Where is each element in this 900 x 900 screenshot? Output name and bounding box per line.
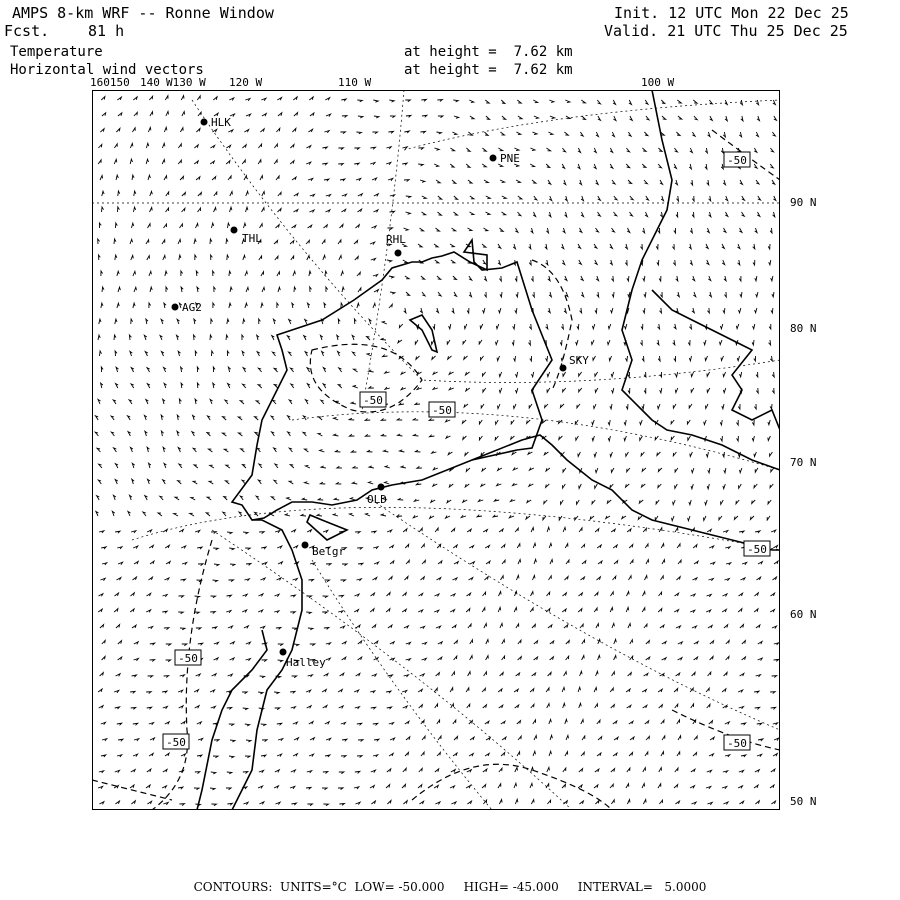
map-panel xyxy=(92,90,780,810)
svg-text:-50: -50 xyxy=(178,652,198,665)
contour-label xyxy=(175,650,201,665)
contour-label xyxy=(360,392,386,407)
lat-label: 90 N xyxy=(790,196,817,209)
lat-label: 70 N xyxy=(790,456,817,469)
svg-text:-50: -50 xyxy=(727,154,747,167)
svg-text:HLK: HLK xyxy=(211,116,231,129)
lon-label: 120 W xyxy=(229,76,263,89)
svg-text:OLD: OLD xyxy=(367,493,387,506)
forecast-label: Fcst. xyxy=(4,22,50,40)
lat-label: 50 N xyxy=(790,795,817,808)
contour-label xyxy=(744,541,770,556)
lon-label: 160150 xyxy=(90,76,130,89)
svg-text:SKY: SKY xyxy=(569,354,589,367)
svg-text:PNE: PNE xyxy=(500,152,520,165)
field-label-wind: Horizontal wind vectors xyxy=(10,62,204,78)
contour-info: CONTOURS: UNITS=°C LOW= -50.000 HIGH= -45.000 INTERVAL= 5.0000 xyxy=(193,880,707,894)
svg-text:-50: -50 xyxy=(432,404,452,417)
lon-label: 110 W xyxy=(338,76,372,89)
field-label-temperature: Temperature xyxy=(10,44,103,60)
contour-label xyxy=(724,735,750,750)
svg-text:THL: THL xyxy=(242,232,262,245)
valid-time: Valid. 21 UTC Thu 25 Dec 25 xyxy=(604,22,848,40)
svg-text:-50: -50 xyxy=(747,543,767,556)
lon-label: W130 W xyxy=(166,76,206,89)
height-label-1: at height = 7.62 km xyxy=(404,44,573,60)
svg-text:-50: -50 xyxy=(727,737,747,750)
svg-text:Belgr: Belgr xyxy=(312,545,346,558)
forecast-hour: 81 h xyxy=(88,22,125,40)
height-label-2: at height = 7.62 km xyxy=(404,62,573,78)
lat-label: 80 N xyxy=(790,322,817,335)
svg-text:AG2: AG2 xyxy=(182,301,202,314)
svg-text:-50: -50 xyxy=(166,736,186,749)
svg-text:Halley: Halley xyxy=(286,656,326,669)
contour-label xyxy=(724,152,750,167)
init-time: Init. 12 UTC Mon 22 Dec 25 xyxy=(614,4,849,22)
contour-label xyxy=(429,402,455,417)
contour-label xyxy=(163,734,189,749)
svg-text:-50: -50 xyxy=(363,394,383,407)
lon-label: 140 xyxy=(140,76,160,89)
map-frame xyxy=(93,91,780,810)
svg-text:RHL: RHL xyxy=(386,233,406,246)
map-title: AMPS 8-km WRF -- Ronne Window xyxy=(12,4,274,22)
lat-label: 60 N xyxy=(790,608,817,621)
lon-label: 100 W xyxy=(641,76,675,89)
